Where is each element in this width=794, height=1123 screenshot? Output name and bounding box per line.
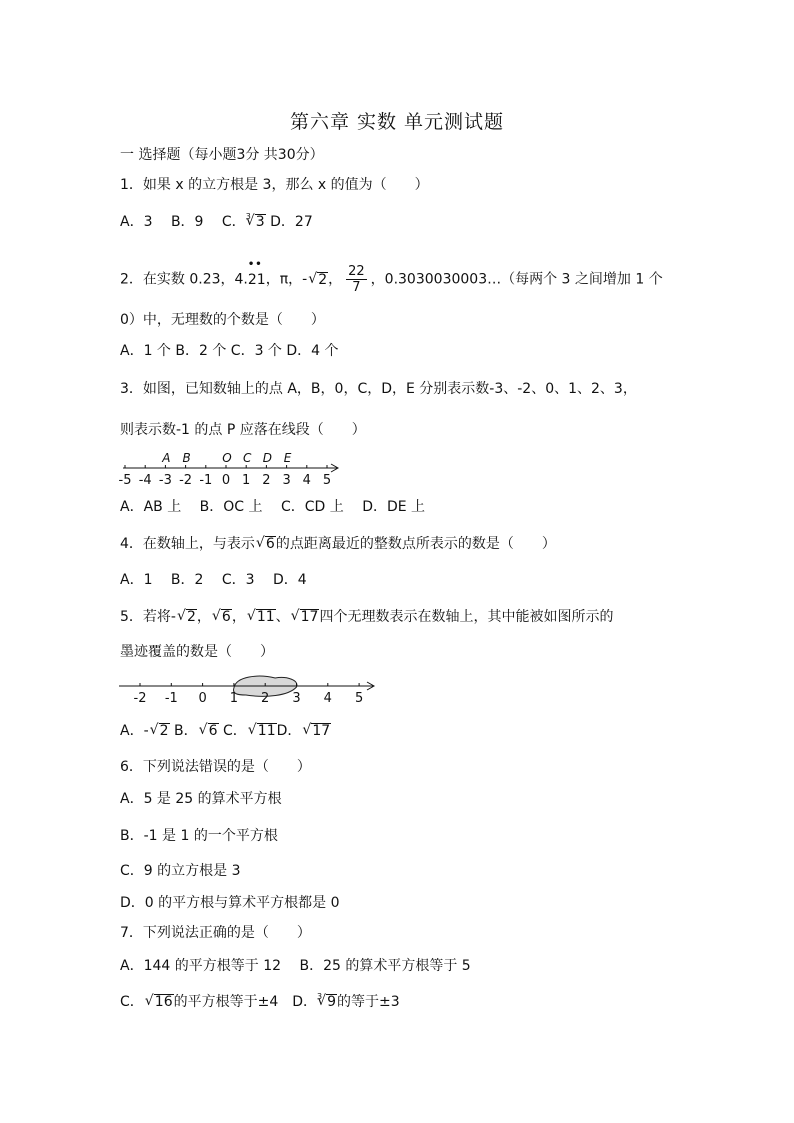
question-5-line-1 (120, 608, 613, 626)
tick-label: -5 (118, 473, 132, 488)
tick-label: 1 (229, 691, 239, 706)
sqrt-symbol (247, 608, 276, 626)
tick-label: 4 (302, 473, 311, 488)
q6-option-a: A．5 是 25 的算术平方根 (120, 791, 282, 807)
page-title: 第六章 实数 单元测试题 (289, 111, 505, 133)
question-7-options-cd (120, 993, 400, 1013)
q1-option-c-label: C． (221, 214, 246, 230)
cube-root-index: 3 (317, 992, 323, 1001)
point-label: B (182, 451, 191, 465)
tick-label: 5 (322, 473, 332, 488)
question-3-line-1: 3．如图，已知数轴上的点 A，B，0，C，D，E 分别表示数-3、-2、0、1、2、3， (120, 381, 637, 397)
repeating-decimal (247, 258, 266, 289)
sqrt-symbol (308, 271, 328, 289)
sqrt-symbol (291, 608, 320, 626)
tick-label: 5 (354, 691, 364, 706)
radicand: 6 (208, 723, 218, 739)
numerator: 22 (348, 264, 365, 279)
question-6-stem: 6．下列说法错误的是（ ） (120, 759, 311, 775)
radicand: 3 (255, 214, 265, 230)
text-segment: 、 (275, 609, 290, 625)
cube-root-index: 3 (245, 212, 251, 221)
q1-option-d: D．27 (270, 214, 313, 230)
point-label: C (243, 451, 252, 465)
question-7-options-ab: A．144 的平方根等于 12 B．25 的算术平方根等于 5 (120, 958, 471, 974)
point-label: O (222, 451, 232, 465)
tick-label: 3 (292, 691, 301, 706)
question-5-options (120, 722, 331, 740)
tick-label: 0 (198, 691, 207, 706)
q5-option-d-label: D． (276, 723, 302, 739)
q1-option-b: B．9 (170, 214, 204, 230)
sqrt-symbol (248, 722, 277, 740)
question-1-stem: 1．如果 x 的立方根是 3，那么 x 的值为（ ） (120, 177, 429, 193)
text-segment: ， (196, 609, 211, 625)
text-segment: 的平方根等于±4 (173, 994, 279, 1010)
denominator: 7 (352, 280, 361, 295)
q5-option-a-label: A．- (120, 723, 149, 739)
tick-label: -1 (199, 473, 213, 488)
tick-label: 2 (262, 473, 271, 488)
radicand: 17 (300, 609, 319, 625)
q7-option-c-label: C． (120, 994, 144, 1010)
tick-label: 1 (242, 473, 251, 488)
question-2-line-1 (120, 258, 663, 295)
question-2-options: A．1 个 B．2 个 C．3 个 D．4 个 (120, 343, 339, 359)
radicand: 17 (312, 723, 331, 739)
number-line-q3 (115, 446, 345, 488)
cube-root-symbol (317, 993, 337, 1011)
tick-label: -2 (133, 691, 147, 706)
text-segment: 的点距离最近的整数点所表示的数是（ ） (275, 536, 556, 552)
question-4-options: A．1 B．2 C．3 D．4 (120, 572, 307, 588)
number-line-q5 (115, 670, 385, 710)
repeat-dots-icon: •• (247, 258, 263, 270)
q1-option-a: A．3 (120, 214, 153, 230)
question-4-stem (120, 535, 556, 553)
radicand: 2 (318, 271, 328, 288)
question-7-stem: 7．下列说法正确的是（ ） (120, 925, 311, 941)
point-label: D (262, 451, 273, 465)
section-heading: 一 选择题（每小题3分 共30分） (120, 147, 324, 163)
cube-root-symbol (246, 213, 266, 231)
text-segment: 四个无理数表示在数轴上，其中能被如图所示的 (319, 609, 614, 625)
question-2-line-2: 0）中，无理数的个数是（ ） (120, 312, 325, 328)
question-3-line-2: 则表示数-1 的点 P 应落在线段（ ） (120, 422, 366, 438)
radicand: 2 (159, 723, 169, 739)
question-5-line-2: 墨迹覆盖的数是（ ） (120, 644, 274, 660)
radicand: 2 (186, 609, 196, 625)
tick-label: -3 (158, 473, 172, 488)
text-segment: 2．在实数 0.23，4. (120, 271, 248, 288)
radicand: 16 (154, 994, 173, 1010)
tick-label: 4 (323, 691, 332, 706)
radicand: 11 (256, 609, 275, 625)
radicand: 6 (221, 609, 231, 625)
q6-option-d: D．0 的平方根与算术平方根都是 0 (120, 895, 340, 911)
sqrt-symbol (145, 993, 174, 1011)
text-segment: ， (328, 271, 343, 288)
tick-label: 0 (221, 473, 231, 488)
sqrt-symbol (150, 722, 170, 740)
q6-option-c: C．9 的立方根是 3 (120, 863, 241, 879)
text-segment: ， (231, 609, 246, 625)
tick-label: -2 (179, 473, 193, 488)
sqrt-symbol (177, 608, 197, 626)
text-segment: 4．在数轴上，与表示 (120, 536, 255, 552)
text-segment: ，0.3030030003…（每两个 3 之间增加 1 个 (370, 271, 663, 288)
radicand: 6 (265, 536, 275, 552)
tick-label: -4 (138, 473, 152, 488)
q5-option-c-label: C． (218, 723, 247, 739)
point-label: A (162, 451, 171, 465)
text-segment: ，π，- (265, 271, 308, 288)
question-3-options: A．AB 上 B．OC 上 C．CD 上 D．DE 上 (120, 499, 426, 515)
radicand: 9 (327, 994, 337, 1010)
sqrt-symbol (256, 535, 276, 553)
sqrt-symbol (199, 722, 219, 740)
text-segment: 的等于±3 (337, 994, 400, 1010)
q5-option-b-label: B． (169, 723, 198, 739)
tick-label: 3 (282, 473, 291, 488)
text-segment: 5．若将- (120, 609, 176, 625)
tick-label: 2 (261, 691, 270, 706)
tick-label: -1 (164, 691, 178, 706)
radicand: 11 (257, 723, 276, 739)
q7-option-d-label: D． (278, 994, 318, 1010)
sqrt-symbol (212, 608, 232, 626)
fraction (346, 264, 367, 295)
point-label: E (283, 451, 292, 465)
sqrt-symbol (302, 722, 331, 740)
question-1-options (120, 213, 313, 233)
repeating-digits: 21 (247, 271, 266, 288)
q6-option-b: B．-1 是 1 的一个平方根 (120, 828, 278, 844)
